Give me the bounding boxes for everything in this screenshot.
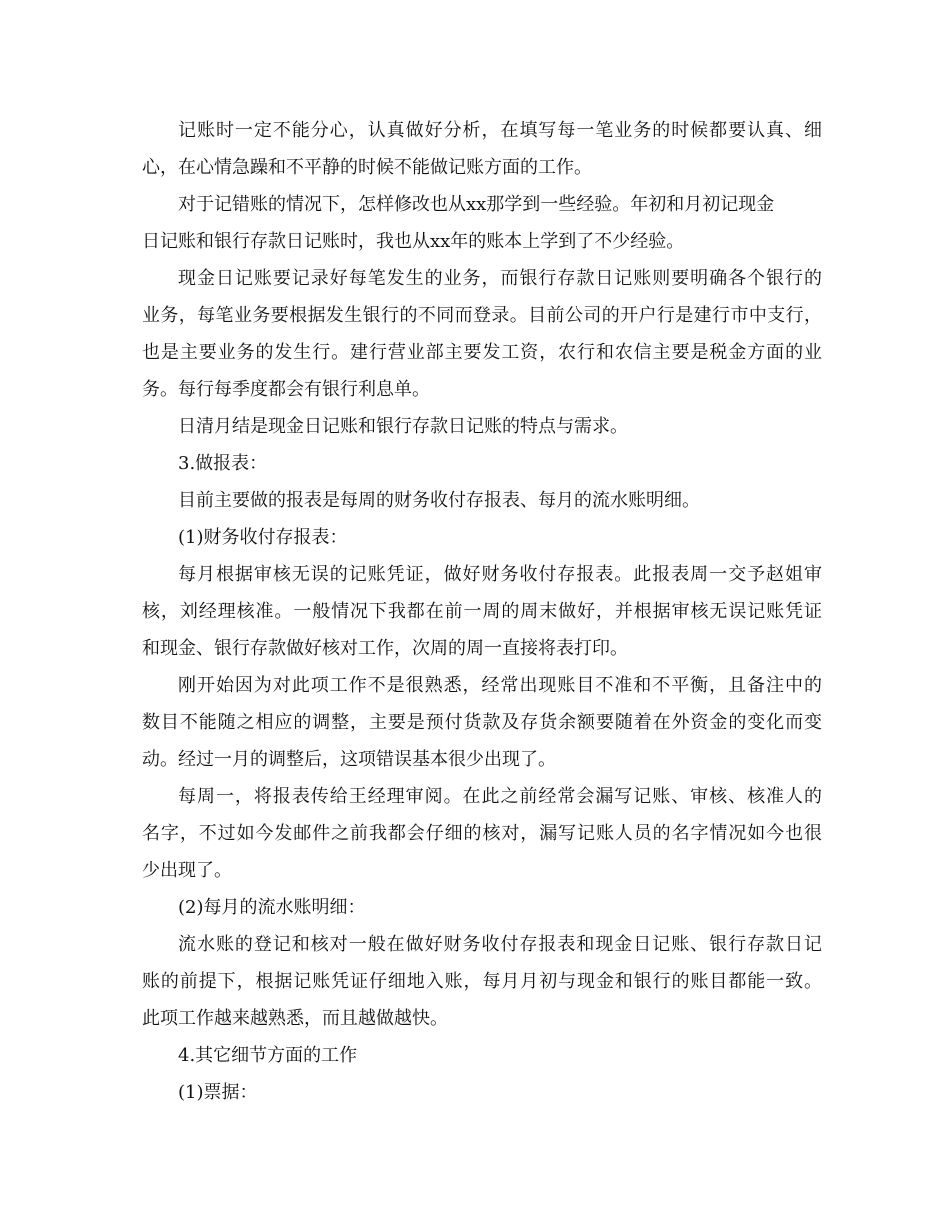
text-line: 账的前提下，根据记账凭证仔细地入账，每月月初与现金和银行的账目都能一致。 — [142, 971, 822, 992]
text-line: 务。每行每季度都会有银行利息单。 — [142, 379, 430, 400]
text-line: 刚开始因为对此项工作不是很熟悉，经常出现账目不准和不平衡，且备注中的 — [178, 675, 822, 696]
subsection-heading: (1)票据： — [178, 1082, 258, 1103]
text-line: 动。经过一月的调整后，这项错误基本很少出现了。 — [142, 749, 556, 770]
text-line: 核，刘经理核准。一般情况下我都在前一周的周末做好，并根据审核无误记账凭证 — [142, 601, 822, 622]
text-line: 日记账和银行存款日记账时，我也从xx年的账本上学到了不少经验。 — [142, 231, 685, 252]
text-line: 日清月结是现金日记账和银行存款日记账的特点与需求。 — [178, 416, 628, 437]
text-line: 心，在心情急躁和不平静的时候不能做记账方面的工作。 — [142, 157, 592, 178]
subsection-heading: (2)每月的流水账明细： — [178, 897, 366, 918]
text-line: 每周一，将报表传给王经理审阅。在此之前经常会漏写记账、审核、核准人的 — [178, 786, 822, 807]
text-line: 此项工作越来越熟悉，而且越做越快。 — [142, 1008, 448, 1029]
text-line: 目前主要做的报表是每周的财务收付存报表、每月的流水账明细。 — [178, 490, 700, 511]
document-body — [142, 112, 822, 1111]
subsection-heading: (1)财务收付存报表： — [178, 527, 348, 548]
text-line: 名字，不过如今发邮件之前我都会仔细的核对，漏写记账人员的名字情况如今也很 — [142, 823, 822, 844]
text-line: 数目不能随之相应的调整，主要是预付货款及存货余额要随着在外资金的变化而变 — [142, 712, 822, 733]
section-heading: 4.其它细节方面的工作 — [178, 1045, 358, 1066]
text-line: 每月根据审核无误的记账凭证，做好财务收付存报表。此报表周一交予赵姐审 — [178, 564, 822, 585]
section-heading: 3.做报表： — [178, 453, 268, 474]
text-line: 记账时一定不能分心，认真做好分析，在填写每一笔业务的时候都要认真、细 — [178, 120, 822, 141]
text-line: 流水账的登记和核对一般在做好财务收付存报表和现金日记账、银行存款日记 — [178, 934, 822, 955]
text-line: 现金日记账要记录好每笔发生的业务，而银行存款日记账则要明确各个银行的 — [178, 268, 822, 289]
text-line: 对于记错账的情况下，怎样修改也从xx那学到一些经验。年初和月初记现金 — [178, 194, 775, 215]
text-line: 和现金、银行存款做好核对工作，次周的周一直接将表打印。 — [142, 638, 628, 659]
text-line: 少出现了。 — [142, 860, 232, 881]
text-line: 业务，每笔业务要根据发生银行的不同而登录。目前公司的开户行是建行市中支行， — [142, 305, 822, 326]
text-line: 也是主要业务的发生行。建行营业部主要发工资，农行和农信主要是税金方面的业 — [142, 342, 822, 363]
